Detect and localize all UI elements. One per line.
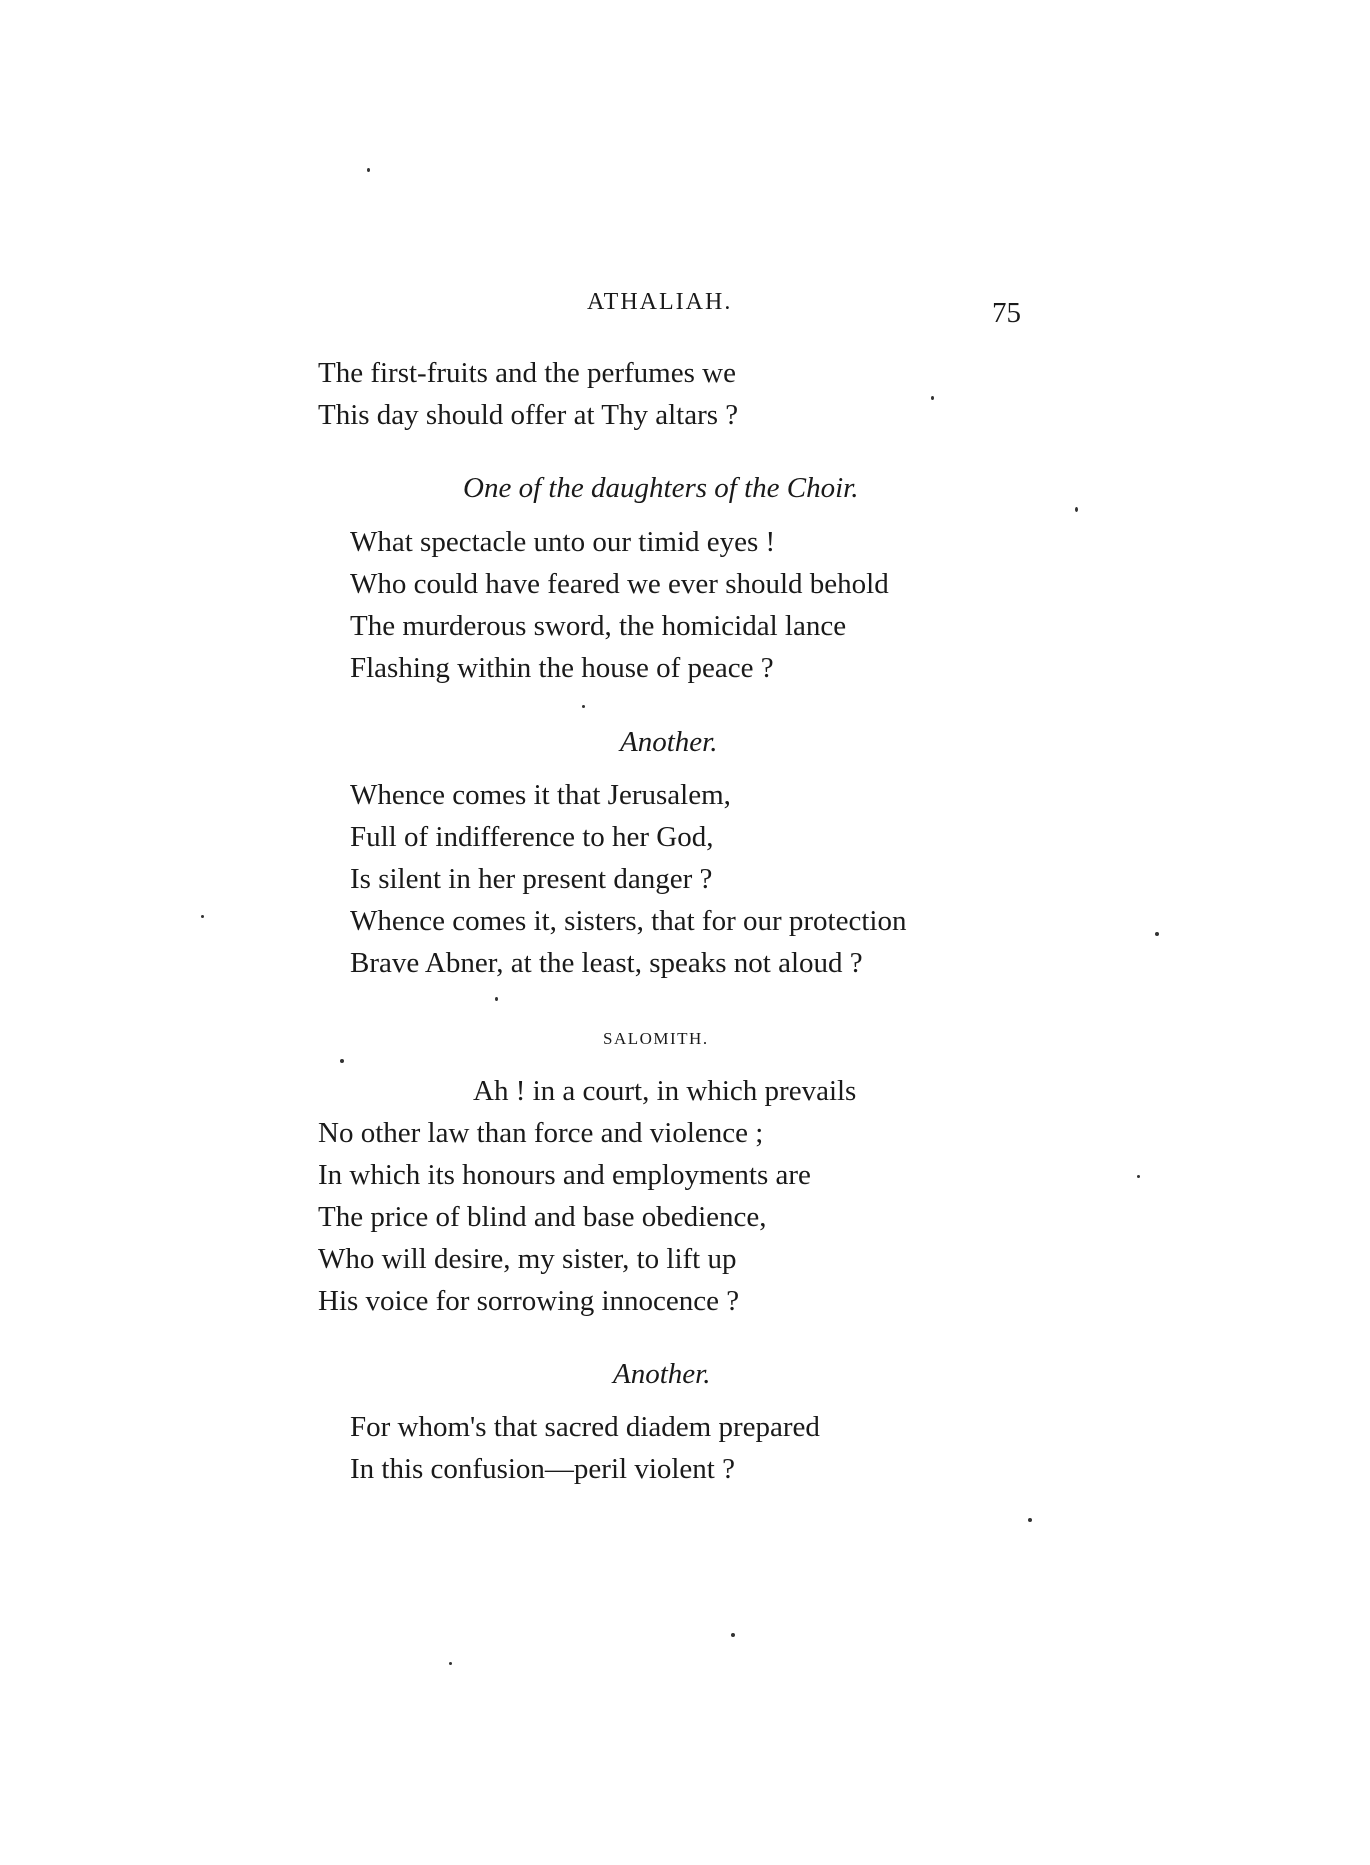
verse-line: Brave Abner, at the least, speaks not aloud ?: [350, 947, 863, 979]
scan-speck: [582, 705, 585, 708]
scan-speck: [731, 1633, 735, 1637]
verse-line: No other law than force and violence ;: [318, 1117, 764, 1149]
scan-speck: [449, 1662, 452, 1665]
verse-line: This day should offer at Thy altars ?: [318, 399, 739, 431]
verse-line: What spectacle unto our timid eyes !: [350, 526, 776, 558]
page-number: 75: [992, 297, 1021, 329]
verse-line: Whence comes it, sisters, that for our protection: [350, 905, 907, 937]
scan-speck: [201, 915, 204, 918]
verse-line: In which its honours and employments are: [318, 1159, 811, 1191]
scan-speck: [1155, 932, 1159, 936]
speaker-heading: Another.: [613, 1358, 711, 1390]
verse-line: The price of blind and base obedience,: [318, 1201, 767, 1233]
scan-speck: [340, 1059, 344, 1063]
verse-line: His voice for sorrowing innocence ?: [318, 1285, 740, 1317]
verse-line: Whence comes it that Jerusalem,: [350, 779, 731, 811]
speaker-heading: SALOMITH.: [603, 1029, 709, 1048]
verse-line: In this confusion—peril violent ?: [350, 1453, 735, 1485]
scan-speck: [1028, 1518, 1032, 1522]
verse-line: Ah ! in a court, in which prevails: [473, 1075, 857, 1107]
scan-speck: [1137, 1175, 1140, 1178]
verse-line: Who could have feared we ever should behold: [350, 568, 889, 600]
verse-line: Full of indifference to her God,: [350, 821, 714, 853]
verse-line: Who will desire, my sister, to lift up: [318, 1243, 737, 1275]
scan-speck: [495, 997, 498, 1001]
verse-line: The murderous sword, the homicidal lance: [350, 610, 847, 642]
verse-line: Flashing within the house of peace ?: [350, 652, 774, 684]
verse-line: Is silent in her present danger ?: [350, 863, 713, 895]
scan-speck: [1075, 507, 1078, 512]
speaker-heading: One of the daughters of the Choir.: [463, 472, 859, 504]
scan-speck: [931, 396, 934, 400]
verse-line: The first-fruits and the perfumes we: [318, 357, 736, 389]
scan-speck: [367, 168, 370, 172]
speaker-heading: Another.: [620, 726, 718, 758]
verse-line: For whom's that sacred diadem prepared: [350, 1411, 820, 1443]
running-title: ATHALIAH.: [587, 289, 733, 315]
